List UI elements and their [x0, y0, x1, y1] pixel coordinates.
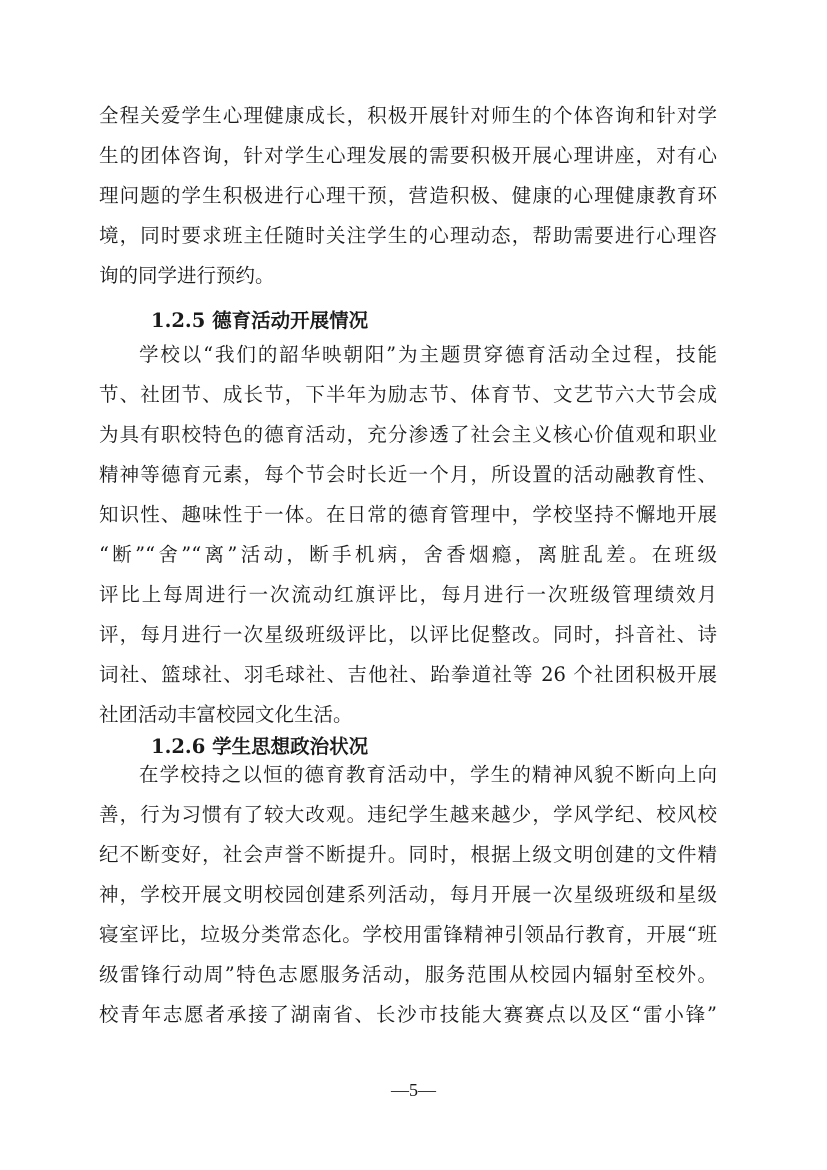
paragraph-line: 学校以“我们的韶华映朝阳”为主题贯穿德育活动全过程，技能: [139, 343, 717, 366]
paragraph-line: 评比上每周进行一次流动红旗评比，每月进行一次班级管理绩效月: [99, 583, 717, 606]
paragraph-line: 为具有职校特色的德育活动，充分渗透了社会主义核心价值观和职业: [99, 423, 717, 446]
paragraph-line: 社团活动丰富校园文化生活。: [99, 703, 353, 726]
paragraph-line: 全程关爱学生心理健康成长，积极开展针对师生的个体咨询和针对学: [99, 104, 717, 127]
page-number: —5—: [391, 1080, 436, 1100]
paragraph-line: 节、社团节、成长节，下半年为励志节、体育节、文艺节六大节会成: [99, 383, 717, 406]
paragraph-line: 在学校持之以恒的德育教育活动中，学生的精神风貌不断向上向: [139, 763, 717, 786]
paragraph-line: 纪不断变好，社会声誉不断提升。同时，根据上级文明创建的文件精: [99, 843, 717, 866]
paragraph-line: 善，行为习惯有了较大改观。违纪学生越来越少，学风学纪、校风校: [99, 803, 717, 826]
paragraph-line: 理问题的学生积极进行心理干预，营造积极、健康的心理健康教育环: [99, 184, 717, 207]
paragraph-line: 神，学校开展文明校园创建系列活动，每月开展一次星级班级和星级: [99, 883, 717, 906]
paragraph-line: 知识性、趣味性于一体。在日常的德育管理中，学校坚持不懈地开展: [99, 503, 717, 526]
paragraph-line: “断”“舍”“离”活动，断手机病，舍香烟瘾，离脏乱差。在班级: [99, 543, 717, 566]
paragraph-line: 寝室评比，垃圾分类常态化。学校用雷锋精神引领品行教育，开展“班: [99, 923, 717, 946]
paragraph-line: 询的同学进行预约。: [99, 264, 275, 287]
paragraph-line: 校青年志愿者承接了湖南省、长沙市技能大赛赛点以及区“雷小锋”: [99, 1003, 717, 1026]
paragraph-line: 生的团体咨询，针对学生心理发展的需要积极开展心理讲座，对有心: [99, 144, 717, 167]
paragraph-line: 精神等德育元素，每个节会时长近一个月，所设置的活动融教育性、: [99, 463, 717, 486]
paragraph-line: 评，每月进行一次星级班级评比，以评比促整改。同时，抖音社、诗: [99, 623, 717, 646]
paragraph-line: 级雷锋行动周”特色志愿服务活动，服务范围从校园内辐射至校外。: [99, 963, 717, 986]
paragraph-line: 境，同时要求班主任随时关注学生的心理动态，帮助需要进行心理咨: [99, 224, 717, 247]
section-heading-1-2-5: 1.2.5 德育活动开展情况: [151, 309, 369, 332]
section-heading-1-2-6: 1.2.6 学生思想政治状况: [151, 735, 369, 758]
paragraph-line: 词社、篮球社、羽毛球社、吉他社、跆拳道社等 26 个社团积极开展: [99, 663, 717, 686]
